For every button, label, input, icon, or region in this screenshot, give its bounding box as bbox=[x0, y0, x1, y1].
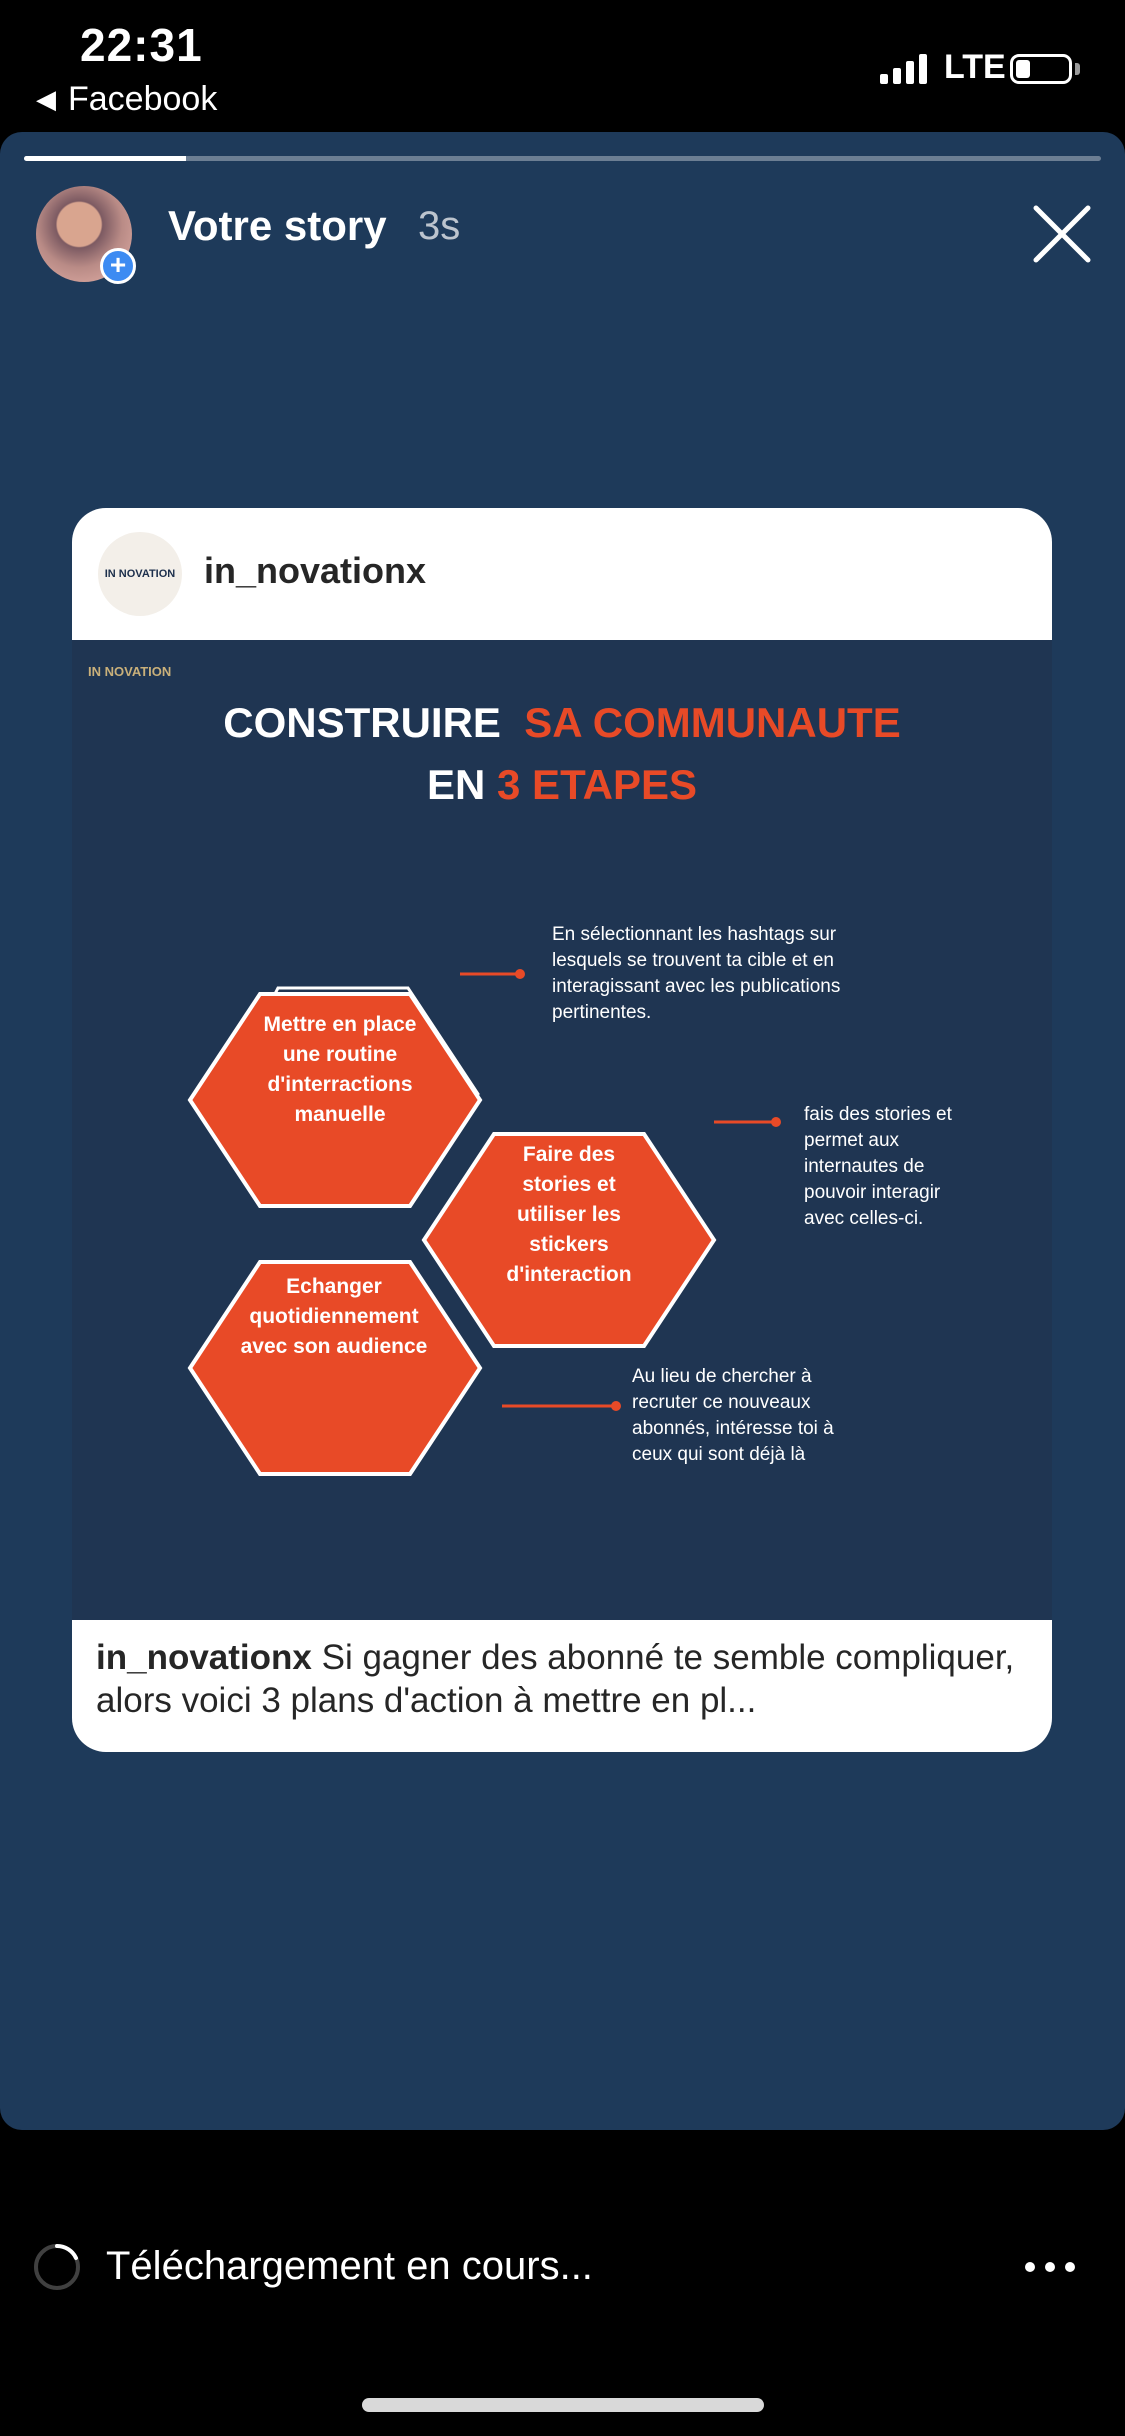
step-2-note: fais des stories et permet aux internautes de pouvoir interagir avec celles-ci. bbox=[804, 1104, 952, 1229]
signal-icon bbox=[880, 52, 927, 84]
close-icon[interactable] bbox=[1030, 202, 1094, 266]
caption-username[interactable]: in_novationx bbox=[96, 1638, 312, 1677]
step-2-label: Faire des stories et utiliser les stickers d'interaction bbox=[506, 1143, 632, 1286]
more-icon[interactable] bbox=[1025, 2262, 1075, 2272]
connector-1 bbox=[460, 969, 525, 979]
post-author-logo-text: IN NOVATION bbox=[104, 568, 176, 580]
post-header[interactable] bbox=[72, 508, 1052, 640]
back-to-app-link[interactable] bbox=[36, 80, 217, 119]
back-arrow-icon: ◀ bbox=[36, 84, 56, 114]
headline-part-3: EN bbox=[427, 761, 486, 808]
post-image[interactable] bbox=[72, 640, 1052, 1620]
status-time: 22:31 bbox=[80, 19, 203, 71]
step-1-label: Mettre en place une routine d'interractions manuelle bbox=[263, 1013, 417, 1126]
headline-part-2: SA COMMUNAUTE bbox=[524, 699, 901, 746]
post-image-logo: IN NOVATION bbox=[88, 664, 172, 679]
add-icon[interactable]: + bbox=[100, 248, 136, 284]
connector-2 bbox=[714, 1117, 781, 1127]
status-bar bbox=[0, 0, 1125, 130]
network-type: LTE bbox=[944, 48, 1006, 86]
upload-status-text: Téléchargement en cours... bbox=[106, 2244, 593, 2288]
post-author-avatar[interactable] bbox=[98, 532, 182, 616]
headline-part-1: CONSTRUIRE bbox=[223, 699, 501, 746]
post-caption[interactable] bbox=[96, 1636, 1031, 1722]
step-1-note: En sélectionnant les hashtags sur lesquels se trouvent ta cible et en interagissant avec les publications pertinentes. bbox=[552, 924, 841, 1023]
headline-part-4: 3 ETAPES bbox=[497, 761, 697, 808]
shared-post-card[interactable] bbox=[72, 508, 1052, 1752]
story-elapsed-time: 3s bbox=[418, 204, 461, 248]
battery-icon bbox=[1010, 54, 1072, 84]
post-author-username[interactable]: in_novationx bbox=[204, 550, 427, 591]
back-app-label: Facebook bbox=[68, 80, 218, 118]
story-progress-bar bbox=[24, 156, 1101, 161]
caption-text: Si gagner des abonné te semble compliquer, alors voici 3 plans d'action à mettre en pl... bbox=[96, 1638, 1015, 1720]
connector-3 bbox=[502, 1401, 621, 1411]
story-title: Votre story bbox=[168, 202, 387, 249]
spinner-icon bbox=[32, 2242, 82, 2292]
story-viewer[interactable] bbox=[0, 132, 1125, 2130]
bottom-bar bbox=[0, 2130, 1125, 2436]
battery-tip bbox=[1075, 63, 1080, 75]
story-progress-fill bbox=[24, 156, 186, 161]
home-indicator[interactable] bbox=[362, 2398, 764, 2412]
step-3-note: Au lieu de chercher à recruter ce nouveaux abonnés, intéresse toi à ceux qui sont déjà là bbox=[632, 1366, 834, 1465]
step-3-label: Echanger quotidiennement avec son audience bbox=[240, 1275, 428, 1358]
